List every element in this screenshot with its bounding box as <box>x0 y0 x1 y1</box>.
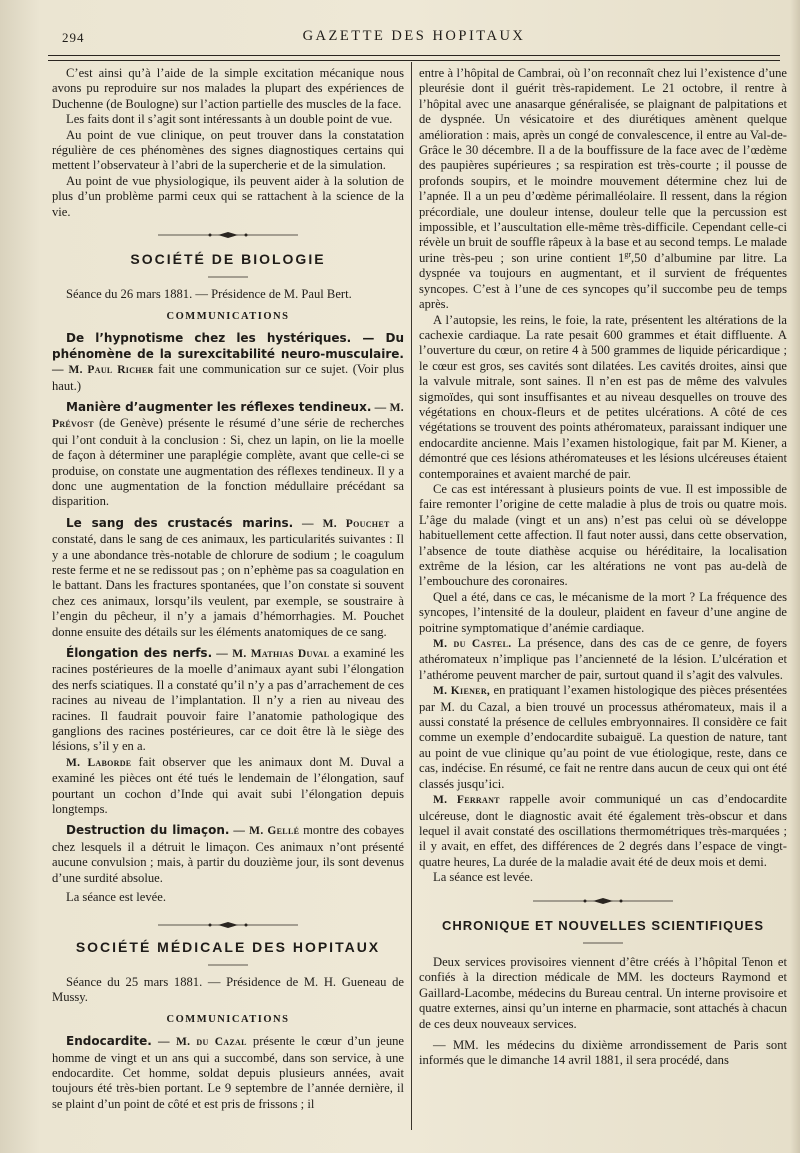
communication-author: — M. Prévost <box>52 401 404 431</box>
communication-limacon <box>52 823 404 886</box>
left-column <box>52 66 404 1112</box>
communication-kiener <box>419 683 787 792</box>
communication-text: fait observer que les animaux dont M. Duval a examiné les pièces ont été tués le lendemain de l’élongation, sauf pourtant un cochon d’Inde qui avait subi l’élongation depuis longtemps. <box>52 754 404 817</box>
section-separator-ornament <box>533 894 673 908</box>
communication-text: a examiné les racines postérieures de la moelle d’animaux ayant subi l’élongation des nerfs sciatiques. Il a constaté qu’il n’y a pas d’arrachement de ces racines au niveau de l’implantation. Il n’y a rien au niveau des racines. Il faudrait pouvoir faire l’anatomie pathologique des ganglions des racines postérieures, car ce doit être là le siège des lésions, s’il y en a. <box>52 646 404 754</box>
paragraph: Au point de vue physiologique, ils peuvent aider à la solution de plus d’un problème parmi ceux qui se rattachent à la science de la vie. <box>52 173 404 219</box>
paragraph-text: entre à l’hôpital de Cambrai, où l’on reconnaît chez lui l’existence d’une pleurésie dont il guérit très-rapidement. Le 21 octobre, il rentre à l’hôpital avec une anasarque généralisée, se plaignant de palpitations et de dyspnée. Un vésicatoire et des diurétiques amènent quelque amélioration : mais, après un congé de convalescence, il entre au Val-de-Grâce le 30 décembre. Il a de la bouffissure de la face avec de l’œdème des paupières supérieures ; sa respiration est très-courte ; il pousse de profonds soupirs, et le moindre mouvement détermine chez lui de l’apnée. Il a un peu d’œdème périmalléolaire. Il ressent, dans la région précordiale, une douleur intense, douleur telle que la percussion est impossible, et l’auscultation elle-même très-difficile. Cependant celle-ci révèle un bruit de souffle râpeux à la base et au second temps. Le malade urine très-peu ; son urine contient 1 <box>419 66 787 265</box>
seance-levee: La séance est levée. <box>433 870 533 885</box>
communication-endocardite <box>52 1034 404 1112</box>
communication-text: montre des cobayes chez lesquels il a détruit le limaçon. Ces animaux n’ont présenté aucune convulsion ; mais, à partir du douzième jour, ils sont devenus d’une surdité absolue. <box>52 823 404 885</box>
page-header <box>48 28 780 54</box>
journal-title: GAZETTE DES HOPITAUX <box>302 28 526 44</box>
communication-author: — M. Pouchet <box>302 517 390 530</box>
right-column <box>419 66 787 1069</box>
short-rule <box>208 959 248 971</box>
paragraph <box>419 66 787 313</box>
page-number: 294 <box>62 30 85 45</box>
communication-author: — M. du Cazal <box>157 1036 247 1049</box>
communication-hypnotisme <box>52 331 404 394</box>
communication-text: (de Genève) présente le résumé d’une série de recherches qui l’ont conduit à la conclusion : Si, chez un lapin, on lie la moelle de façon à déterminer une paraplégie complète, avant que celle-ci se produise, on constate une augmentation des réflexes tendineux. Il y a donc une augmentation de la fonction médullaire précédant sa disparition. <box>52 416 404 509</box>
communication-author: — M. Mathias Duval <box>216 648 330 660</box>
communication-author: M. Laborde <box>66 756 132 769</box>
paragraph: Quel a été, dans ce cas, le mécanisme de la mort ? La fréquence des syncopes, l’intensité de la douleur, plaident en faveur d’une angine de poitrine symptomatique d’anémie cardiaque. <box>419 589 787 635</box>
communication-text: en pratiquant l’examen histologique des pièces présentées par M. du Cazal, a bien trouvé un processus athéromateux, mais il a aussi constaté la présence de cellules embryonnaires. Il considère ce fait comme un exemple d’endocardite subaiguë. La question de nature, tant au point de vue clinique qu’au point de vue étiologique, reste, dans ce cas, indécise. En résumé, ce fait ne rentre dans aucun de ceux qui ont été classés jusqu’ici. <box>419 683 788 791</box>
section-title-chronique: CHRONIQUE ET NOUVELLES SCIENTIFIQUES <box>441 917 765 933</box>
communications-heading: COMMUNICATIONS <box>166 1013 290 1025</box>
communication-text: rappelle avoir communiqué un cas d’endocardite ulcéreuse, dont le diagnostic avait été également très-obscur et dans lequel il avait constaté des oscillations thermométriques très-marquées ; il y avait, en effet, des différences de 2 degrés dans l’espace de vingt-quatre heures, La durée de la maladie avait été de deux mois et demi. <box>419 792 787 869</box>
section-separator-ornament <box>158 918 298 932</box>
communication-title: Élongation des nerfs. <box>66 646 213 660</box>
paragraph: — MM. les médecins du dixième arrondissement de Paris sont informés que le dimanche 14 avril 1881, il sera procédé, dans <box>419 1037 787 1068</box>
communication-title: Destruction du limaçon. <box>66 823 230 838</box>
seance-line: Séance du 26 mars 1881. — Présidence de M. Paul Bert. <box>66 287 352 302</box>
communication-title: De l’hypnotisme chez les hystériques. — Du phénomène de la surexcitabilité neuro-musculaire. <box>52 331 404 361</box>
communication-author: — M. Paul Richer <box>52 364 154 377</box>
paragraph: A l’autopsie, les reins, le foie, la rate, présentent les altérations de la cachexie cardiaque. La rate pesait 600 grammes et était diffluente. A l’ouverture du cœur, on retire 4 à 500 grammes de liquide péricardique ; le cœur est gros, ses cavités sont dilatées. Les cavités droites, ainsi que la valvule mitrale, sont saines. Il n’en est pas de même des valvules sigmoïdes, qui sont insuffisantes et au niveau desquelles on trouve des végétations en choux-fleurs et de petites ulcérations. A côté de ces végétations se trouvent des points athéromateux, paraissant indiquer une endocardite ancienne. Mais l’examen histologique, fait par M. Kiener, a démontré que ces lésions athéromateuses et les lésions ulcéreuses étaient contemporaines et avaient marché de pair. <box>419 312 787 481</box>
communication-crustaces <box>52 516 404 640</box>
communication-ferrant <box>419 792 787 870</box>
paragraph: Au point de vue clinique, on peut trouver dans la constatation régulière de ces phénomènes des signes diagnostiques certains qui mettent l’observateur à l’abri de la supercherie et de la simulation. <box>52 127 404 173</box>
paragraph: Deux services provisoires viennent d’être créés à l’hôpital Tenon et confiés à la direction médicale de MM. les docteurs Raymond et Gaillard-Lacombe, médecins du Bureau central. Un interne provisoire et quatre externes, ainsi qu’un interne en pharmacie, sont attachés à chacun de ces deux nouveaux services. <box>419 954 787 1031</box>
communications-heading: COMMUNICATIONS <box>166 310 290 322</box>
communication-text: présente le cœur d’un jeune homme de vingt et un ans qui a succombé, dans son service, à une endocardite. Cet homme, soldat depuis plusieurs années, avait toujours été très-bien portant. Le 9 septembre de l’année dernière, il se plaint d’un point de côté et est pris de frissons ; il <box>52 1034 405 1111</box>
communication-reflexes <box>52 400 404 510</box>
paragraph: C’est ainsi qu’à l’aide de la simple excitation mécanique nous avons pu reproduire sur nos malades la plupart des expériences de Duchenne (de Boulogne) sur l’action partielle des muscles de la face. <box>52 66 404 111</box>
section-separator-ornament <box>158 228 298 242</box>
paragraph: Ce cas est intéressant à plusieurs points de vue. Il est impossible de faire remonter l’origine de cette maladie à plus de trois ou quatre mois. L’âge du malade (vingt et un ans) n’est pas celui où se développe habituellement cette affection. Il faut noter aussi, dans cette observation, l’absence de toute diathèse acquise ou héréditaire, la localisation extrême de la lésion, car les altérations ne vont pas au-delà de l’embouchure des coronaires. <box>419 481 787 589</box>
communication-title: Endocardite. <box>66 1034 152 1049</box>
communication-du-castel <box>419 636 787 683</box>
communication-author: — M. Gellé <box>233 825 300 838</box>
unit-superscript: gr <box>624 249 632 259</box>
communication-author: M. Ferrant <box>433 794 500 807</box>
seance-line: Séance du 25 mars 1881. — Présidence de M. H. Gueneau de Mussy. <box>52 974 404 1005</box>
communication-elongation <box>52 646 404 755</box>
communication-author: M. du Castel. <box>433 638 512 651</box>
communication-text: La présence, dans des cas de ce genre, de foyers athéromateux n’implique pas l’ancienneté de la lésion. L’ulcération et l’athérome peuvent marcher de pair, surtout quand il s’agit des valvules. <box>419 636 787 682</box>
communication-title: Le sang des crustacés marins. <box>66 515 294 530</box>
communication-laborde <box>52 755 404 818</box>
paragraph-text: ,50 d’albumine par litre. La dyspnée va toujours en augmentant, et il survient de fréquentes syncopes. C’est à l’une de ces syncopes qu’il succombe peu de temps après. <box>419 250 788 312</box>
short-rule <box>583 937 623 949</box>
section-title-smh: SOCIÉTÉ MÉDICALE DES HOPITAUX <box>75 938 381 955</box>
header-rule <box>48 55 780 61</box>
section-title-biologie: SOCIÉTÉ DE BIOLOGIE <box>130 251 326 268</box>
paragraph: Les faits dont il s’agit sont intéressants à un double point de vue. <box>66 112 393 127</box>
short-rule <box>208 271 248 283</box>
column-divider <box>411 62 412 1130</box>
communication-title: Manière d’augmenter les réflexes tendineux. <box>66 399 372 414</box>
communication-author: M. Kiener, <box>433 685 491 698</box>
communication-text: fait une communication sur ce sujet. (Voir plus haut.) <box>52 362 404 393</box>
seance-levee: La séance est levée. <box>66 890 166 905</box>
communication-text: a constaté, dans le sang de ces animaux, les particularités suivantes : Il y a une abondance très-notable de chlorure de sodium ; le coagulum reste ferme et ne se redissout pas ; on n’ephème pas sa coagulation en le battant. Dans les fractures spontanées, que l’on constate si souvent chez ces animaux, lorsqu’ils veulent, par exemple, se soustraire à l’engin du pêcheur, il n’y a jamais d’hémorrhagies. M. Pouchet donne ensuite des détails sur les éléments anatomiques de ce sang. <box>52 515 404 639</box>
